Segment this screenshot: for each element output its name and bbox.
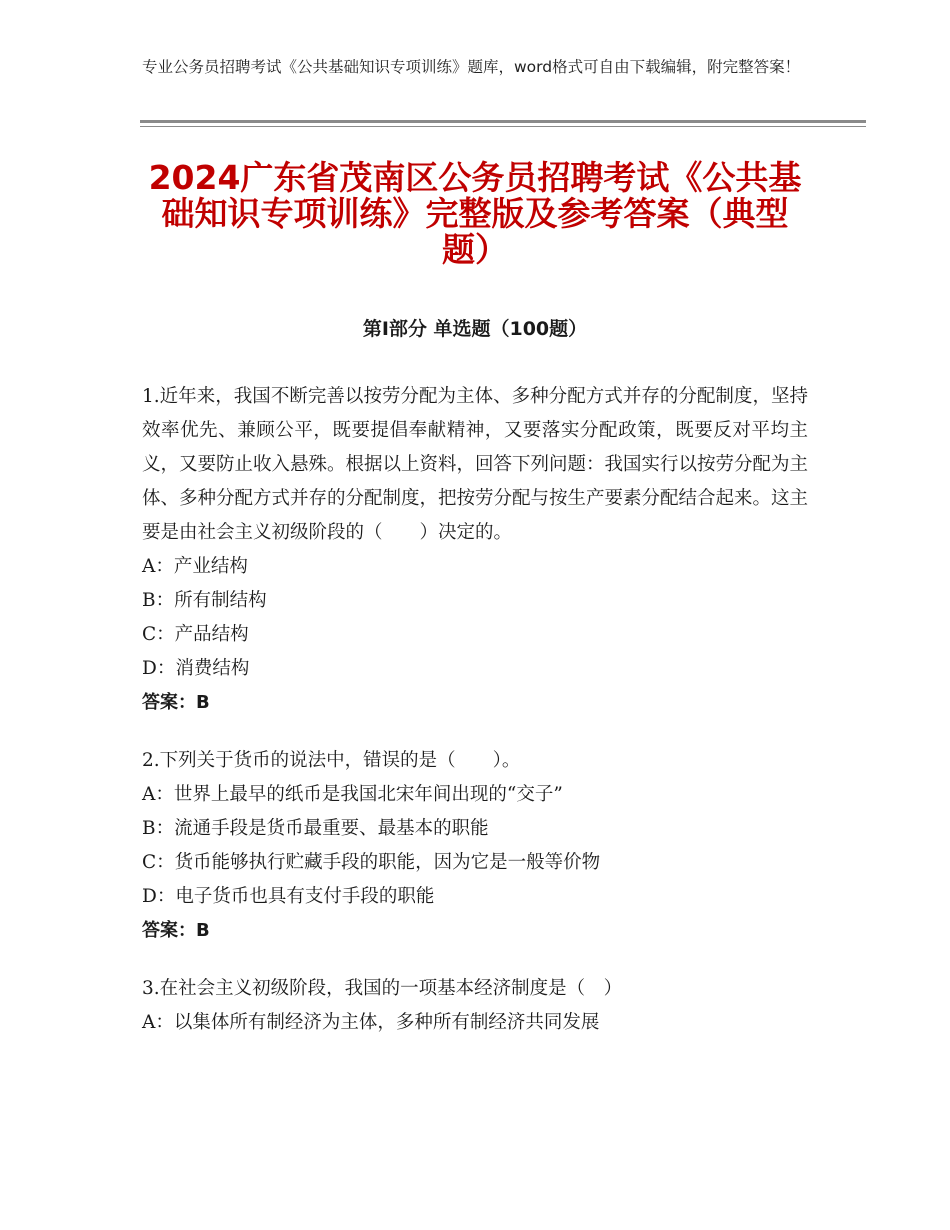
option-b: B：所有制结构 [142,590,267,611]
option-d: D：消费结构 [142,658,250,679]
header-divider-thin [140,126,866,127]
option-c: C：货币能够执行贮藏手段的职能，因为它是一般等价物 [142,852,601,873]
question-stem: 3.在社会主义初级阶段，我国的一项基本经济制度是（ ） [142,978,623,999]
option-c: C：产品结构 [142,624,249,645]
header-divider-thick [140,120,866,123]
header-note: 专业公务员招聘考试《公共基础知识专项训练》题库，word格式可自由下载编辑，附完整答案！ [142,58,801,76]
answer: 答案：B [142,920,210,941]
option-a: A：产业结构 [142,556,248,577]
question-3 [142,972,808,1040]
option-a: A：世界上最早的纸币是我国北宋年间出现的“交子” [142,784,563,805]
question-stem: 1.近年来，我国不断完善以按劳分配为主体、多种分配方式并存的分配制度，坚持效率优先、兼顾公平，既要提倡奉献精神，又要落实分配政策，既要反对平均主义，又要防止收入悬殊。根据以上资料，回答下列问题：我国实行以按劳分配为主体、多种分配方式并存的分配制度，把按劳分配与按生产要素分配结合起来。这主要是由社会主义初级阶段的（ ）决定的。 [142,386,809,543]
document-title: 2024广东省茂南区公务员招聘考试《公共基础知识专项训练》完整版及参考答案（典型题） [148,158,802,269]
question-stem: 2.下列关于货币的说法中，错误的是（ ）。 [142,750,521,771]
section-heading: 第I部分 单选题（100题） [362,318,588,340]
question-1 [142,380,808,720]
answer: 答案：B [142,692,210,713]
question-2 [142,744,808,948]
option-d: D：电子货币也具有支付手段的职能 [142,886,435,907]
question-list [142,380,808,1064]
option-a: A：以集体所有制经济为主体，多种所有制经济共同发展 [142,1012,600,1033]
option-b: B：流通手段是货币最重要、最基本的职能 [142,818,489,839]
